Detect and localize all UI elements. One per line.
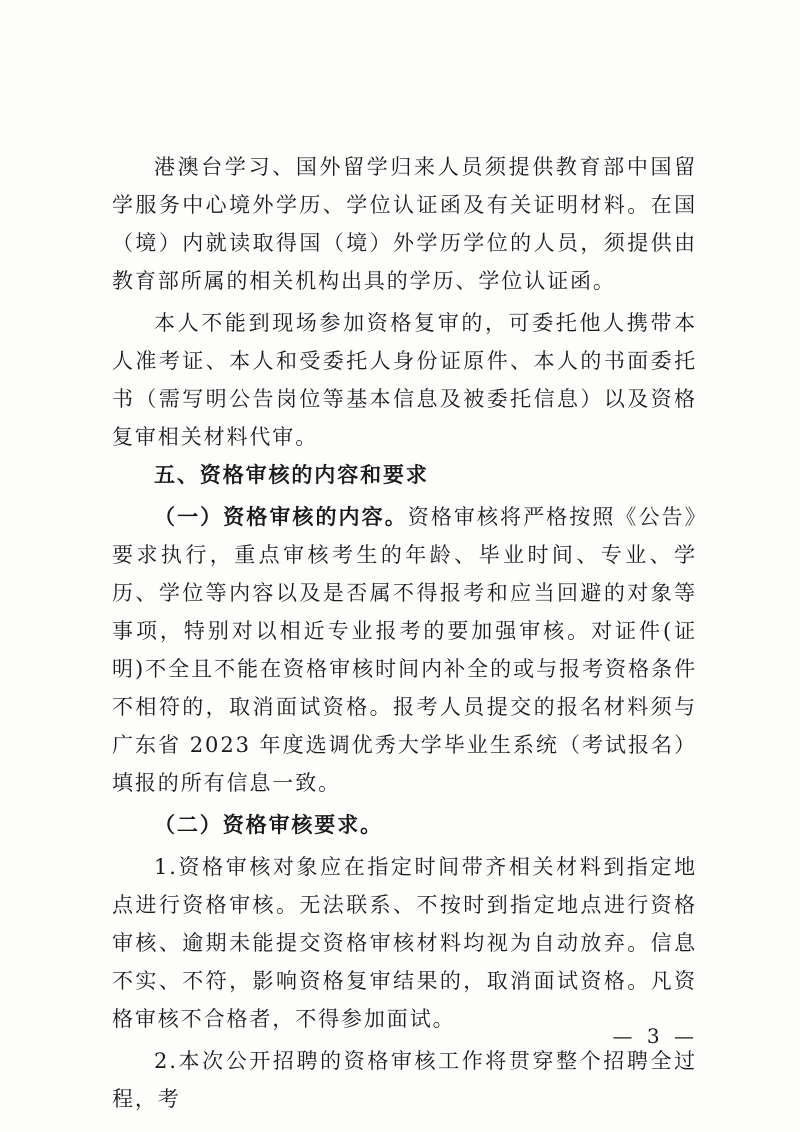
- page-number: — 3 —: [612, 1024, 698, 1048]
- section-heading-5: 五、资格审核的内容和要求: [154, 463, 429, 487]
- paragraph-credential-verification: 港澳台学习、国外留学归来人员须提供教育部中国留学服务中心境外学历、学位认证函及有关证明材料。在国（境）内就读取得国（境）外学历学位的人员，须提供由教育部所属的相关机构出具的学历、学位认证函。: [112, 155, 697, 293]
- paragraph-proxy-review: 本人不能到现场参加资格复审的，可委托他人携带本人准考证、本人和受委托人身份证原件、本人的书面委托书（需写明公告岗位等基本信息及被委托信息）以及资格复审相关材料代审。: [112, 311, 697, 449]
- subheading-review-requirements: （二）资格审核要求。: [154, 813, 383, 837]
- review-content-body: 资格审核将严格按照《公告》要求执行，重点审核考生的年龄、毕业时间、专业、学历、学位等内容以及是否属不得报考和应当回避的对象等事项，特别对以相近专业报考的要加强审核。对证件(证明)不全且不能在资格审核时间内补全的或与报考资格条件不相符的，取消面试资格。报考人员提交的报名材料须与广东省 2023 年度选调优秀大学毕业生系统（考试报名）填报的所有信息一致。: [112, 505, 697, 795]
- document-body: [112, 148, 697, 1118]
- subheading-review-content: （一）资格审核的内容。: [154, 505, 408, 529]
- paragraph-review-content: [112, 498, 697, 802]
- list-item-requirement-2: 2.本次公开招聘的资格审核工作将贯穿整个招聘全过程，考: [112, 1049, 697, 1111]
- list-item-requirement-1: 1.资格审核对象应在指定时间带齐相关材料到指定地点进行资格审核。无法联系、不按时到指定地点进行资格审核、逾期未能提交资格审核材料均视为自动放弃。信息不实、不符，影响资格复审结果的，取消面试资格。凡资格审核不合格者，不得参加面试。: [112, 855, 697, 1031]
